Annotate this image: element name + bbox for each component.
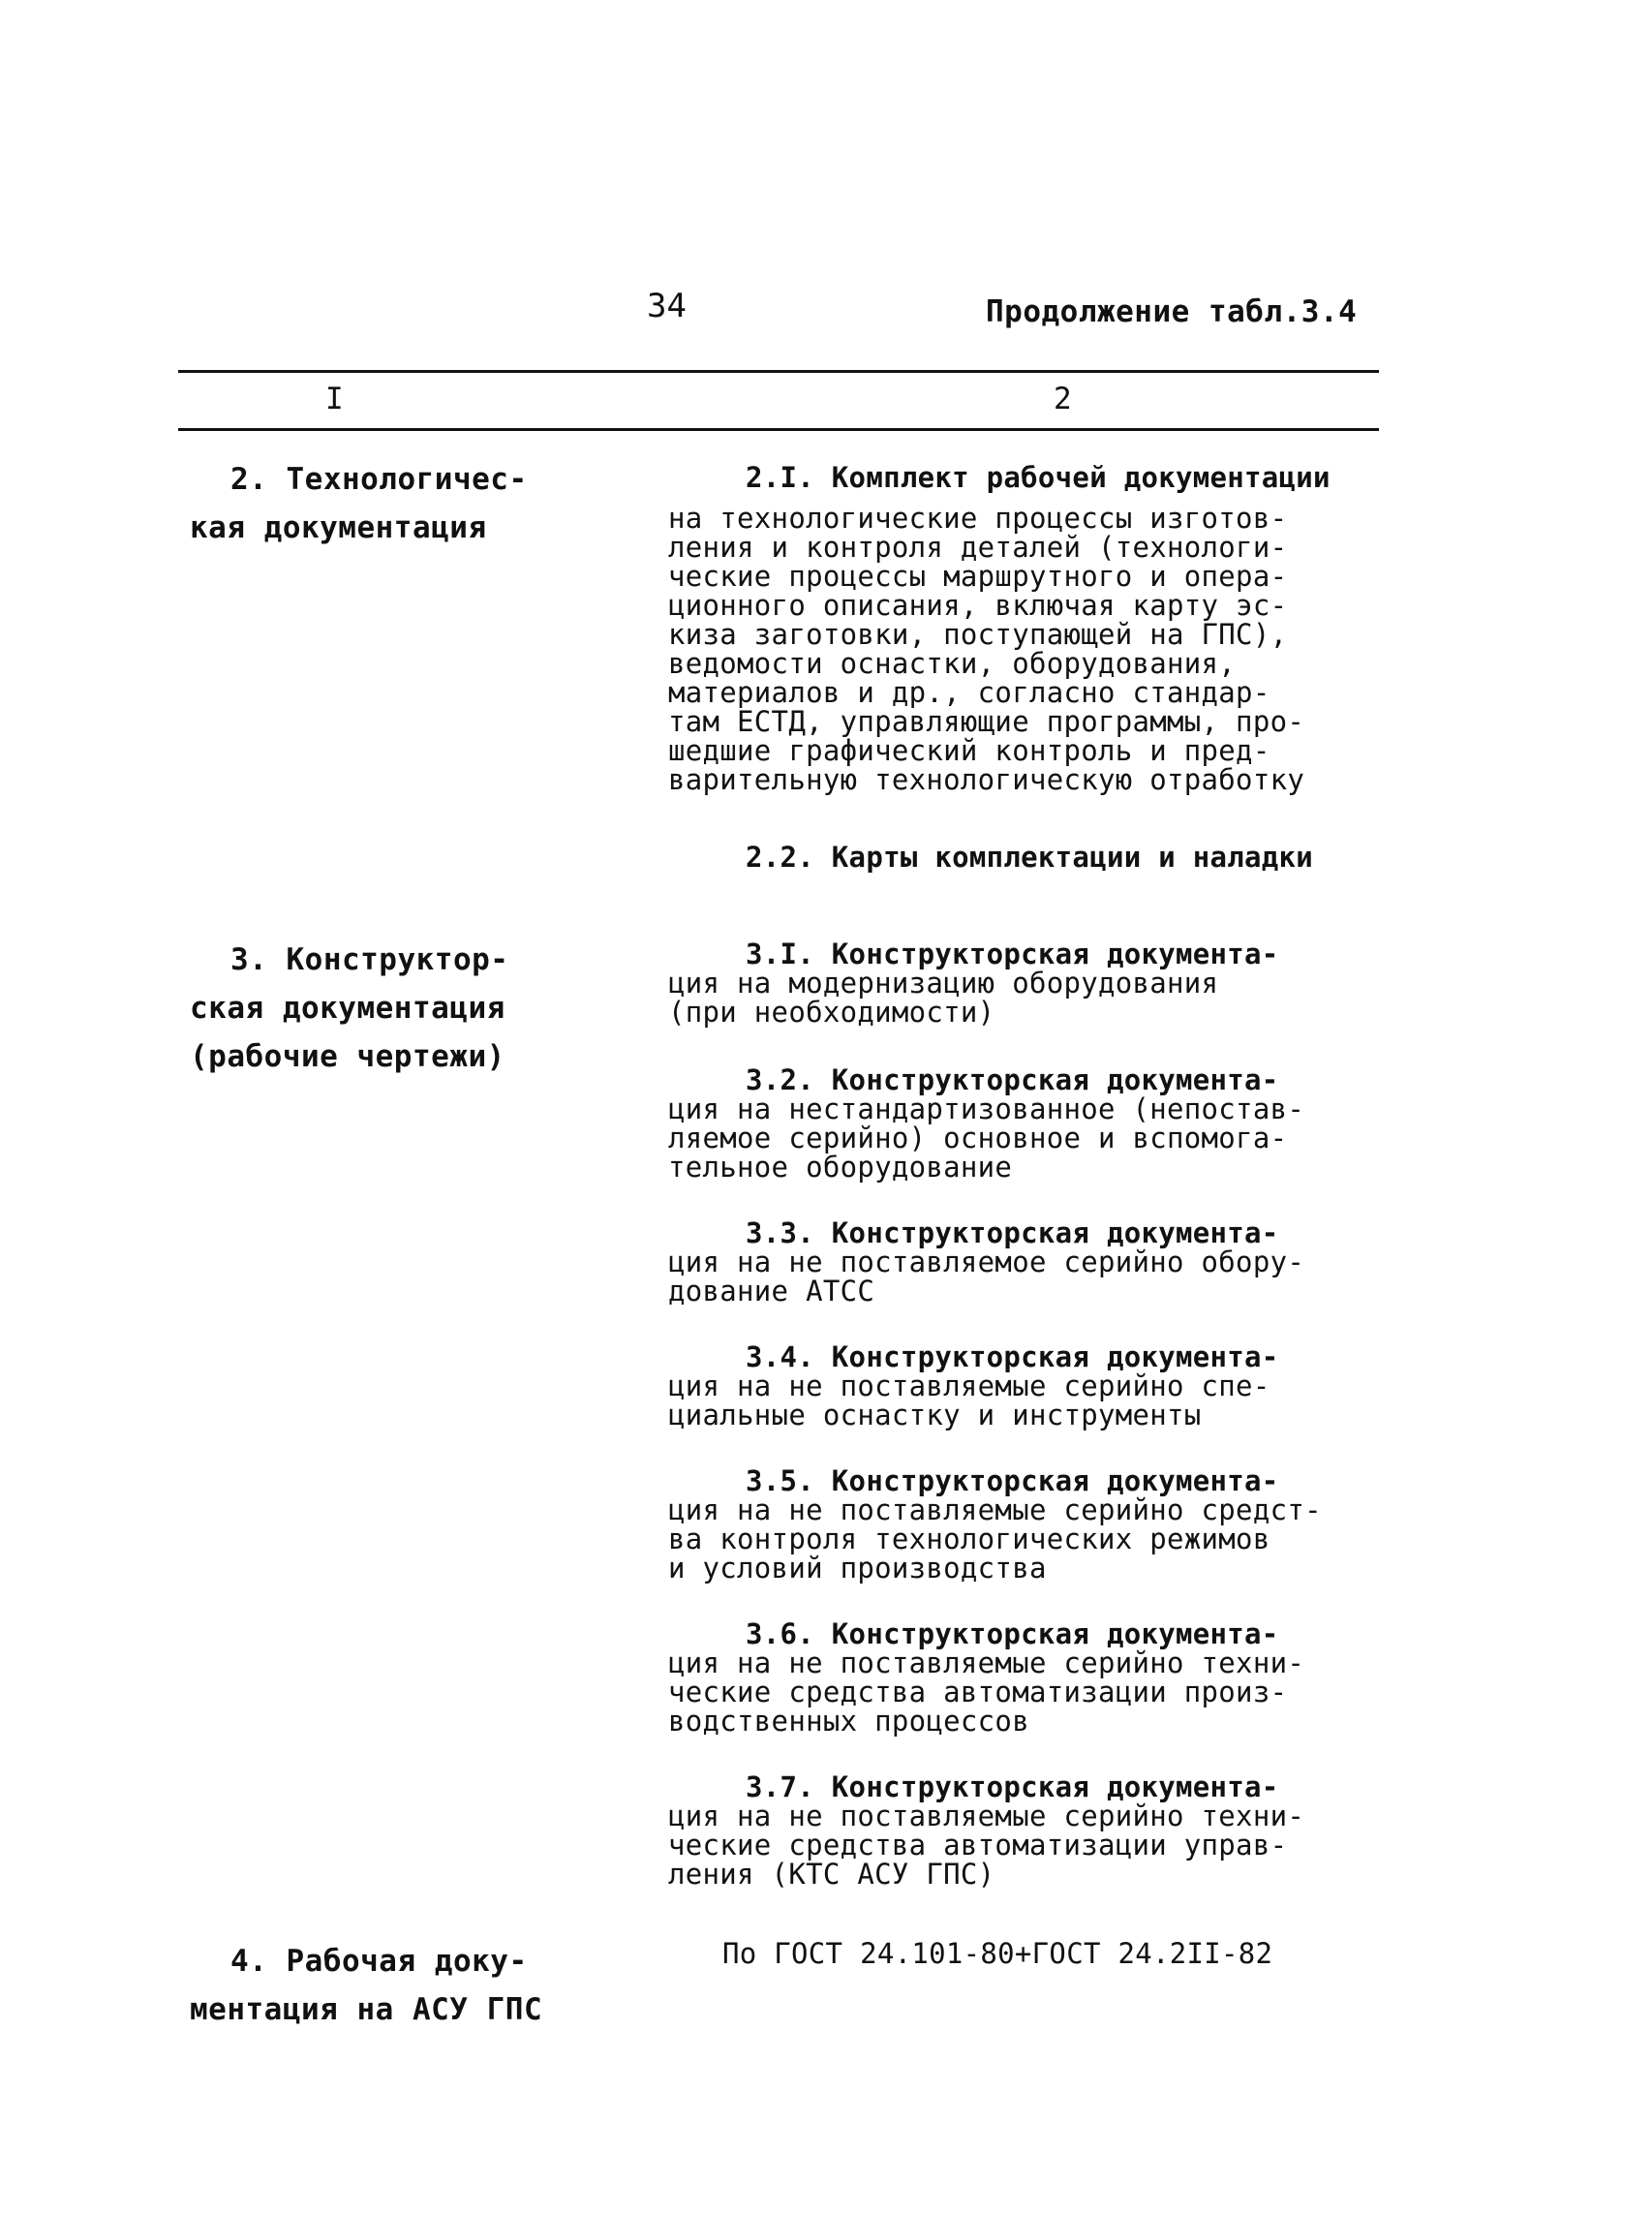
item-3-6 — [668, 1619, 1385, 1736]
row-3-title — [190, 936, 597, 1081]
item-3-5 — [668, 1466, 1385, 1583]
table-header-rule — [178, 428, 1379, 431]
item-3-3 — [668, 1218, 1385, 1306]
item-4-head: По ГОСТ 24.101-80+ГОСТ 24.2II-82 — [722, 1937, 1273, 1970]
row-4-title — [190, 1937, 597, 2034]
item-3-7-head: 3.7. Конструкторская документа- — [746, 1770, 1279, 1803]
item-3-4 — [668, 1342, 1385, 1430]
item-3-3-body: ция на не поставляемое серийно обору- дование АТСС — [668, 1246, 1305, 1307]
column-header-1: I — [325, 382, 344, 416]
table-top-rule — [178, 370, 1379, 373]
item-3-5-head: 3.5. Конструкторская документа- — [746, 1464, 1279, 1497]
row-2-title-line: 2. Технологичес- — [230, 462, 528, 497]
item-3-1-body: ция на модернизацию оборудования (при необходимости) — [668, 967, 1219, 1029]
column-header-2: 2 — [1054, 382, 1072, 416]
item-3-2 — [668, 1065, 1385, 1182]
row-2-title-line: кая документация — [190, 510, 487, 545]
item-3-6-head: 3.6. Конструкторская документа- — [746, 1617, 1279, 1650]
table-continuation-label: Продолжение табл.3.4 — [986, 294, 1358, 329]
item-3-7 — [668, 1772, 1385, 1889]
item-2-1-head: 2.I. Комплект рабочей документации — [746, 461, 1331, 494]
item-3-1-head: 3.I. Конструкторская документа- — [746, 938, 1279, 970]
row-3-title-line: 3. Конструктор- — [230, 942, 509, 977]
item-3-2-head: 3.2. Конструкторская документа- — [746, 1063, 1279, 1096]
item-3-4-head: 3.4. Конструкторская документа- — [746, 1340, 1279, 1373]
item-2-1 — [668, 463, 1385, 794]
item-3-7-body: ция на не поставляемые серийно техни- ческие средства автоматизации управ- ления (КТС АСУ ГПС) — [668, 1800, 1305, 1891]
item-3-1 — [668, 939, 1385, 1027]
item-2-1-body: на технологические процессы изготов- ления и контроля деталей (технологи- ческие процессы маршрутного и опера- ционного описания, включая карту эс- киза заготовки, поступающей на ГПС), ведомости оснастки, оборудования, материалов и др., согласно стандар- там ЕСТД, управляющие программы, про- шедшие графический контроль и пред- варительную технологическую отработку — [668, 502, 1305, 796]
item-3-6-body: ция на не поставляемые серийно техни- ческие средства автоматизации произ- водственных процессов — [668, 1646, 1305, 1738]
row-3-title-line: ская документация — [190, 991, 505, 1026]
item-4 — [668, 1939, 1385, 1968]
item-3-3-head: 3.3. Конструкторская документа- — [746, 1216, 1279, 1249]
item-2-2 — [668, 843, 1385, 872]
item-3-2-body: ция на нестандартизованное (непостав- ляемое серийно) основное и вспомога- тельное оборудование — [668, 1092, 1305, 1184]
item-2-2-head: 2.2. Карты комплектации и наладки — [746, 841, 1314, 874]
item-3-5-body: ция на не поставляемые серийно средст- ва контроля технологических режимов и условий производства — [668, 1493, 1322, 1584]
page-number: 34 — [647, 287, 687, 325]
row-4-title-line: ментация на АСУ ГПС — [190, 1992, 543, 2027]
row-2-title — [190, 455, 597, 552]
item-3-4-body: ция на не поставляемые серийно спе- циальные оснастку и инструменты — [668, 1369, 1270, 1431]
row-4-title-line: 4. Рабочая доку- — [230, 1944, 528, 1979]
row-3-title-line: (рабочие чертежи) — [190, 1039, 505, 1074]
